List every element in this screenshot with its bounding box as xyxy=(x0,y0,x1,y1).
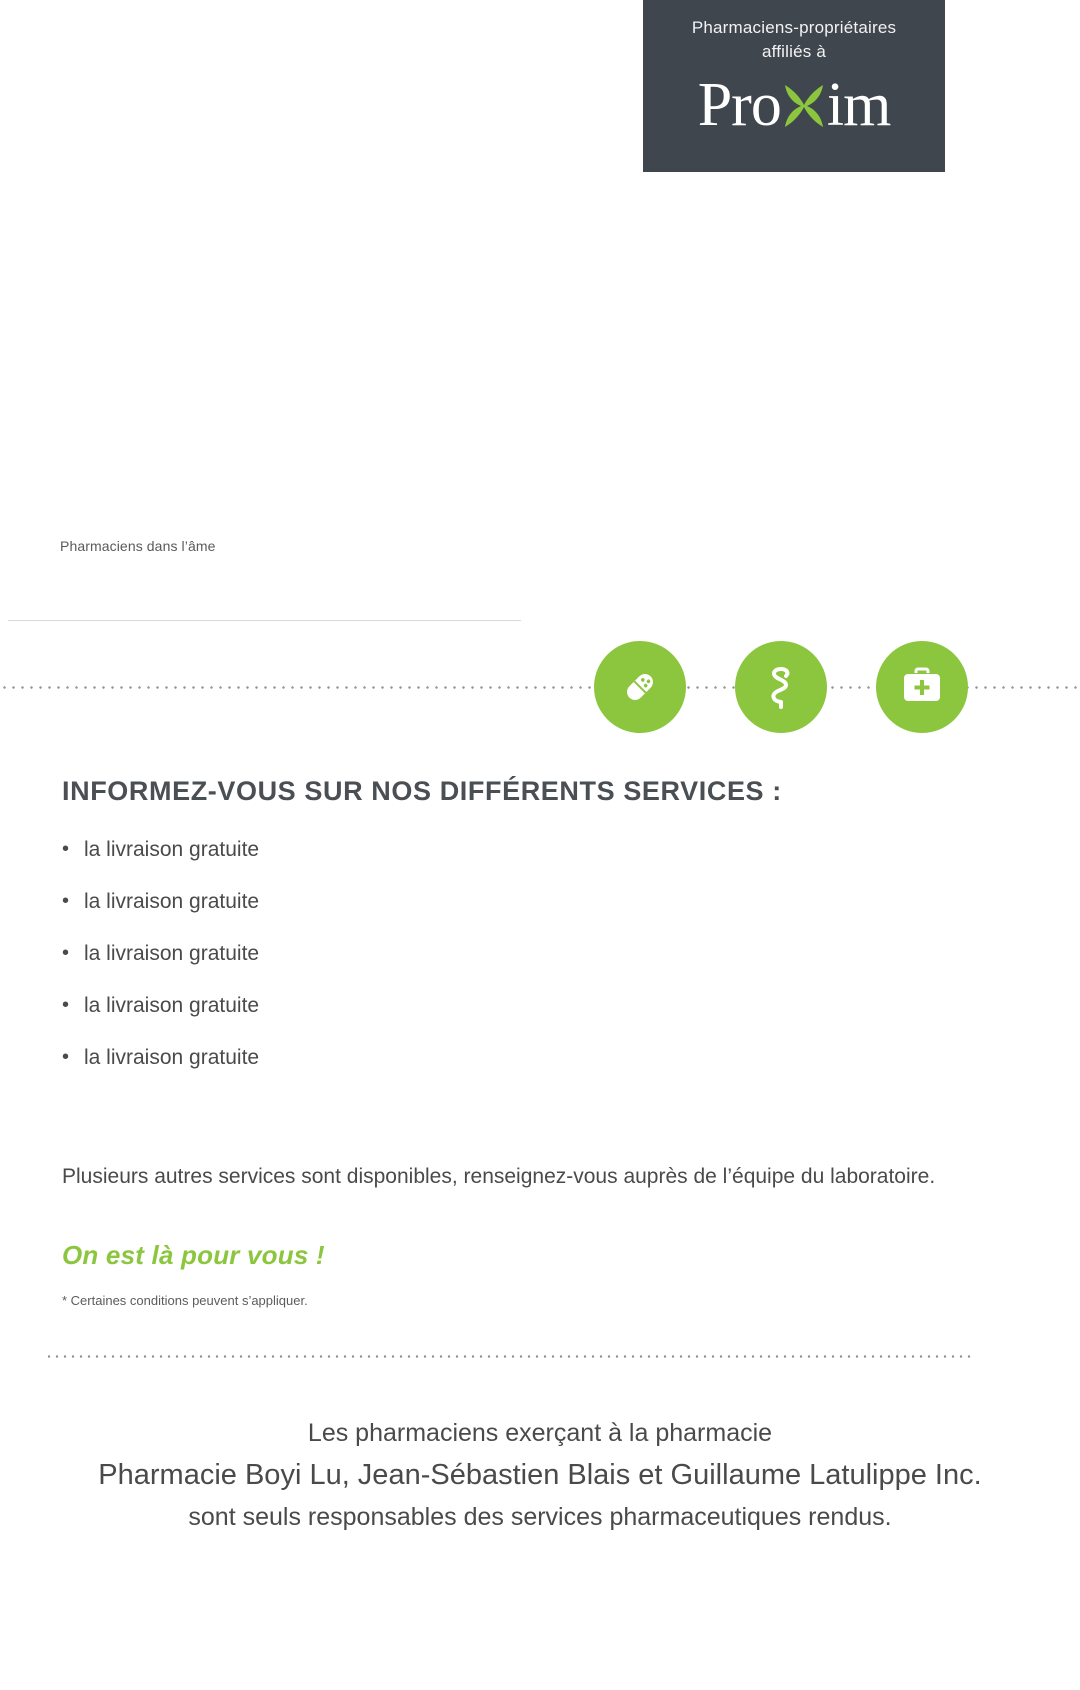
proxim-butterfly-x-icon xyxy=(781,79,827,131)
legal-line-2: Pharmacie Boyi Lu, Jean-Sébastien Blais et Guillaume Latulippe Inc. xyxy=(98,1459,982,1491)
list-item: • la livraison gratuite xyxy=(58,940,758,968)
slogan-text: Pharmaciens dans l’âme xyxy=(60,538,216,554)
legal-line-3: sont seuls responsables des services pharmaceutiques rendus. xyxy=(188,1503,892,1531)
thin-divider xyxy=(8,620,521,621)
services-list xyxy=(58,836,758,1096)
first-aid-kit-icon xyxy=(876,641,968,733)
logo-tagline-line2: affiliés à xyxy=(761,42,827,61)
legal-line-1: Les pharmaciens exerçant à la pharmacie xyxy=(307,1419,773,1447)
caduceus-icon xyxy=(735,641,827,733)
wordmark-prefix: Pro xyxy=(697,71,781,139)
green-tagline: On est là pour vous ! xyxy=(62,1240,325,1270)
legal-notice xyxy=(0,1412,1080,1538)
conditions-footnote: * Certaines conditions peuvent s’appliquer. xyxy=(62,1293,308,1308)
additional-services-paragraph: Plusieurs autres services sont disponibles, renseignez-vous auprès de l’équipe du laboratoire. xyxy=(62,1165,936,1188)
dotted-divider-bottom xyxy=(45,1355,975,1358)
list-item: • la livraison gratuite xyxy=(58,888,758,916)
proxim-wordmark xyxy=(698,72,891,138)
logo-tagline-line1: Pharmaciens-propriétaires xyxy=(691,18,897,37)
wordmark-suffix: im xyxy=(826,71,891,139)
proxim-logo-block xyxy=(643,0,945,172)
page-title: INFORMEZ-VOUS SUR NOS DIFFÉRENTS SERVICES : xyxy=(62,776,782,806)
list-item: • la livraison gratuite xyxy=(58,836,758,864)
list-item: • la livraison gratuite xyxy=(58,992,758,1020)
list-item: • la livraison gratuite xyxy=(58,1044,758,1072)
pill-capsule-icon xyxy=(594,641,686,733)
